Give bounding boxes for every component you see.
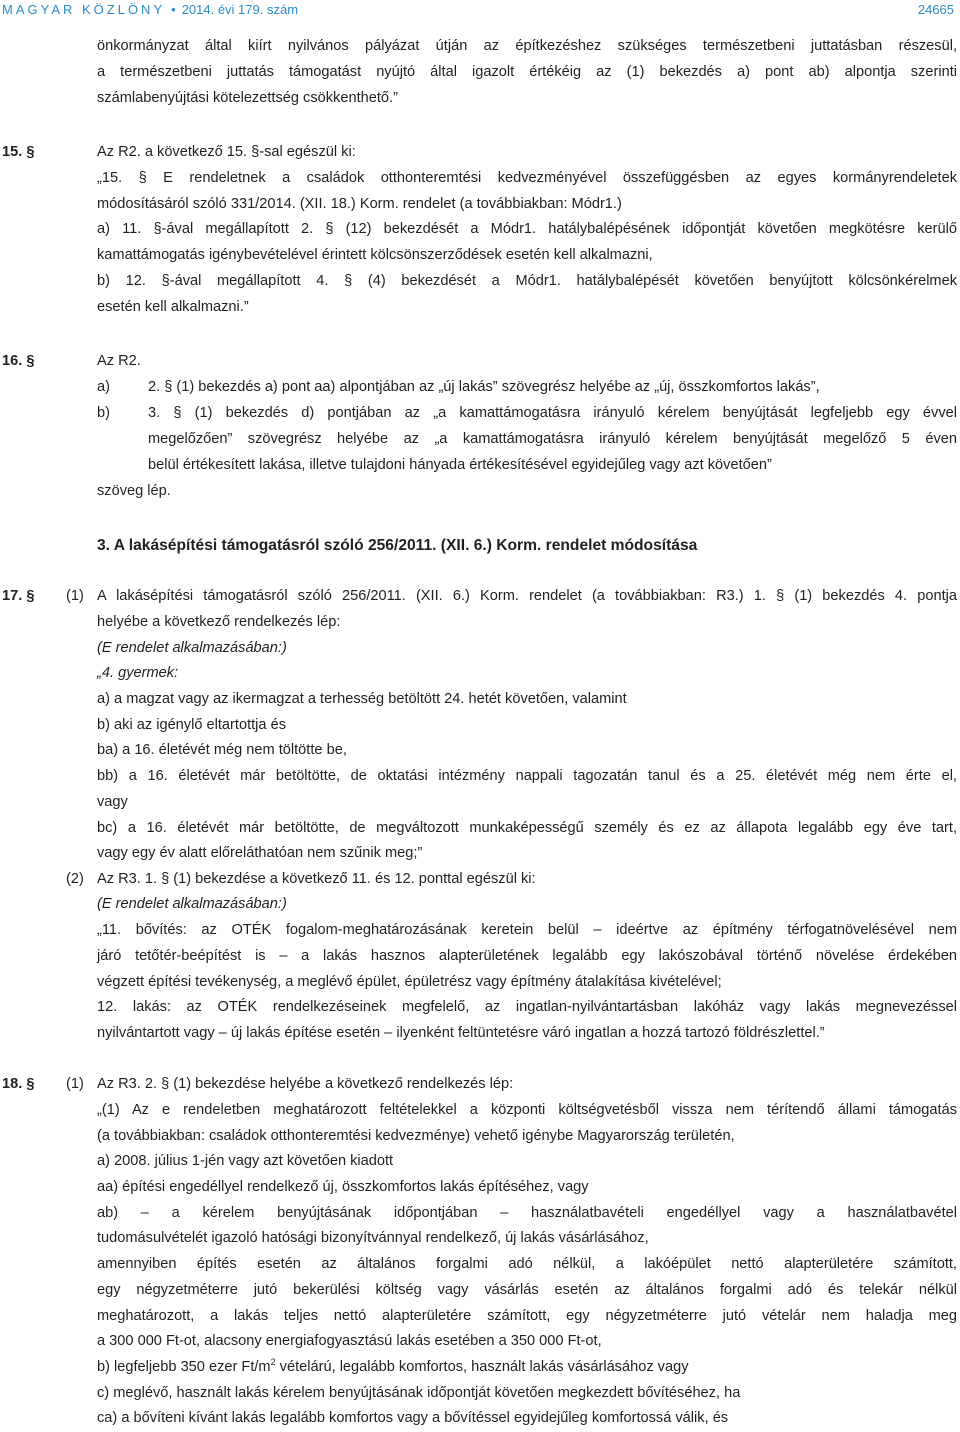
text-line: egy négyzetméterre jutó bekerülési költség vagy vásárlás esetén az általános forgalmi adó és telekár nélkül	[97, 1282, 957, 1298]
text-line: aa) építési engedéllyel rendelkező új, összkomfortos lakás építéséhez, vagy	[97, 1179, 589, 1195]
text-line: helyébe a következő rendelkezés lép:	[97, 614, 341, 630]
text-line: (E rendelet alkalmazásában:)	[97, 896, 287, 912]
superscript: 2	[270, 1357, 276, 1368]
section-number: 16. §	[2, 353, 35, 369]
text-line: „15. § E rendeletnek a családok otthonteremtési kedvezményével összefüggésben az egyes kormányrendeletek	[97, 170, 957, 186]
text-line: c) meglévő, használt lakás kérelem benyújtásának időpontját követően megkezdett bővítéséhez, ha	[97, 1385, 741, 1401]
text-line: ba) a 16. életévét még nem töltötte be,	[97, 742, 347, 758]
text-line: kamattámogatás igénybevételével érintett kölcsönszerződések esetén kell alkalmazni,	[97, 247, 653, 263]
paragraph-number: (2)	[66, 871, 84, 887]
text-line: végzett építési tevékenység, a meglévő épület, épületrész vagy építmény átalakítása kivételével;	[97, 974, 722, 990]
section-number: 15. §	[2, 144, 35, 160]
text-line: meghatározott, a lakás teljes nettó alapterületére számított, egy négyzetméterre jutó vételár nem haladja meg	[97, 1308, 957, 1324]
text-line: vagy	[97, 794, 128, 810]
header-separator: •	[171, 2, 176, 17]
list-marker: b)	[97, 405, 110, 421]
text-line: ca) a bővíteni kívánt lakás legalább komfortos vagy a bővítéssel egyidejűleg komfortossá válik, és	[97, 1410, 729, 1426]
text-line: járó tetőtér-beépítést is – a lakás hasznos alapterületének legalább egy lakószobával történő növelése érdekében	[97, 948, 957, 964]
text-line: bc) a 16. életévét már betöltötte, de megváltozott munkaképességű személy és ez az állapota legalább egy éve tart,	[97, 820, 957, 836]
text-line: önkormányzat által kiírt nyilvános pályázat útján az építkezéshez szükséges természetbeni juttatásban részesül,	[97, 38, 957, 54]
issue-label: 2014. évi 179. szám	[181, 2, 299, 17]
text-line: a) a magzat vagy az ikermagzat a terhesség betöltött 24. hetét követően, valamint	[97, 691, 627, 707]
text-line: Az R3. 1. § (1) bekezdése a következő 11. és 12. ponttal egészül ki:	[97, 871, 536, 887]
text-line: a) 2008. július 1-jén vagy azt követően kiadott	[97, 1153, 394, 1169]
text-line: (E rendelet alkalmazásában:)	[97, 640, 287, 656]
text-line: b) aki az igénylő eltartottja és	[97, 717, 287, 733]
text-line: Az R2.	[97, 353, 141, 369]
text-line: Az R3. 2. § (1) bekezdése helyébe a következő rendelkezés lép:	[97, 1076, 514, 1092]
text-line: 12. lakás: az OTÉK rendelkezéseinek megfelelő, az ingatlan-nyilvántartásban lakóház vagy lakás megnevezéssel	[97, 999, 957, 1015]
text-line: A lakásépítési támogatásról szóló 256/2011. (XII. 6.) Korm. rendelet (a továbbiakban: R3.) 1. § (1) bekezdés 4. pontja	[97, 588, 957, 604]
text-line: 2. § (1) bekezdés a) pont aa) alpontjában az „új lakás” szövegrész helyébe az „új, összkomfortos lakás”,	[148, 379, 820, 395]
page-number: 24665	[917, 2, 954, 17]
text-line: a) 11. §-ával megállapított 2. § (12) bekezdését a Módr1. hatálybalépésének időpontját követően megkötésre kerülő	[97, 221, 957, 237]
paragraph-number: (1)	[66, 588, 84, 604]
text-line: megelőzően” szövegrész helyébe az „a kamattámogatásra irányuló kérelem benyújtását megelőző 5 éven	[148, 431, 957, 447]
text-line: „4. gyermek:	[97, 665, 179, 681]
text-line: a természetbeni juttatás támogatást nyújtó által igazolt értékéig az (1) bekezdés a) pont ab) alpontja szerinti	[97, 64, 957, 80]
text-line: módosításáról szóló 331/2014. (XII. 18.) Korm. rendelet (a továbbiakban: Módr1.)	[97, 196, 622, 212]
paragraph-number: (1)	[66, 1076, 84, 1092]
text-line: számlabenyújtási kötelezettség csökkenthető.”	[97, 90, 398, 106]
text-line: tudomásulvételét igazoló hatósági bizonyítvánnyal rendelkező, új lakás vásárlásához,	[97, 1230, 649, 1246]
text-line: „11. bővítés: az OTÉK fogalom-meghatározásának keretein belül – ideértve az építmény térfogatnövelésével nem	[97, 922, 957, 938]
text-line: a 300 000 Ft-ot, alacsony energiafogyasztású lakás esetében a 350 000 Ft-ot,	[97, 1333, 602, 1349]
text-line: b) legfeljebb 350 ezer $Ft/m^2$ vételárú, legalább komfortos, használt lakás vásárlásához vagy	[97, 1357, 689, 1375]
text-line: „(1) Az e rendeletben meghatározott feltételekkel a központi költségvetésből vissza nem térítendő állami támogatás	[97, 1102, 957, 1118]
chapter-title: 3. A lakásépítési támogatásról szóló 256/2011. (XII. 6.) Korm. rendelet módosítása	[97, 537, 698, 554]
text-line: b) 12. §-ával megállapított 4. § (4) bekezdését a Módr1. hatálybalépését követően benyújtott kölcsönkérelmek	[97, 273, 957, 289]
text-line: esetén kell alkalmazni.”	[97, 299, 249, 315]
text-line: belül értékesített lakása, illetve tulajdoni hányada értékesítésével egyidejűleg vagy azt követően”	[148, 457, 772, 473]
journal-title: MAGYAR KÖZLÖNY • 2014. évi 179. szám	[2, 2, 299, 17]
text-line: amennyiben építés esetén az általános forgalmi adó nélkül, a lakóépület nettó alapterületére számított,	[97, 1256, 957, 1272]
text-line: (a továbbiakban: családok otthonteremtési kedvezménye) vehető igénybe Magyarország területén,	[97, 1128, 735, 1144]
text-line: 3. § (1) bekezdés d) pontjában az „a kamattámogatásra irányuló kérelem benyújtását legfeljebb egy évvel	[148, 405, 957, 421]
text-line: nyilvántartott vagy – új lakás építése esetén – ilyenként feltüntetésre váró ingatlan a hozzá tartozó földrészlettel.”	[97, 1025, 825, 1041]
text-line: bb) a 16. életévét már betöltötte, de oktatási intézmény nappali tagozatán tanul és a 25. életévét még nem érte el,	[97, 768, 957, 784]
text-line: ab) – a kérelem benyújtásának időpontjában – használatbavételi engedéllyel vagy a használatbavétel	[97, 1205, 957, 1221]
section-number: 18. §	[2, 1076, 35, 1092]
text-line: vagy egy év alatt előreláthatóan nem szűnik meg;”	[97, 845, 423, 861]
list-marker: a)	[97, 379, 110, 395]
page-header	[0, 0, 960, 22]
text-line: Az R2. a következő 15. §-sal egészül ki:	[97, 144, 356, 160]
section-number: 17. §	[2, 588, 35, 604]
text-line: szöveg lép.	[97, 483, 171, 499]
